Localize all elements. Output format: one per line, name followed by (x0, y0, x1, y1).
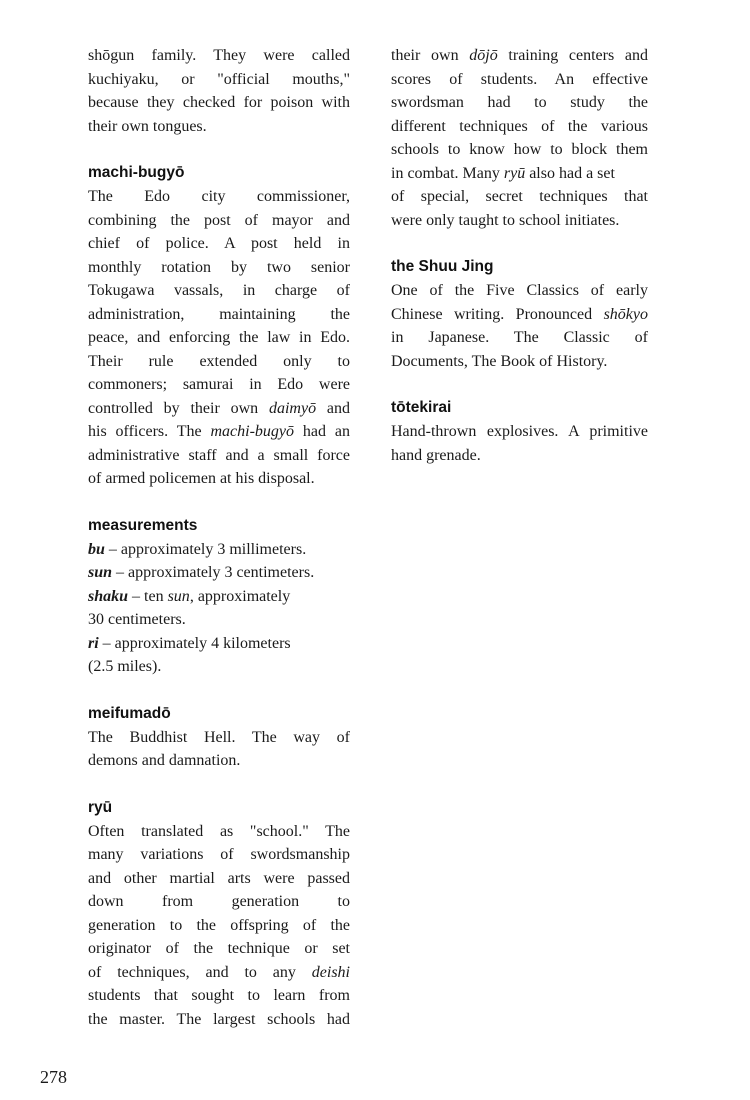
text-line (88, 420, 350, 444)
right-column (391, 44, 648, 467)
text-line: because they checked for poison with (88, 94, 350, 111)
text-fragment: – approximately 4 kilometers (98, 634, 291, 652)
text-line: administration, maintaining the (88, 305, 350, 323)
entry-term: the Shuu Jing (391, 258, 494, 275)
text-line (391, 44, 648, 68)
text-fragment: in combat. (391, 164, 459, 182)
entry-ryu-continuation (391, 44, 648, 232)
text-line: were only taught to school initiates. (391, 211, 620, 229)
italic-term: shōkyo (603, 305, 648, 323)
unit-name: ri (88, 634, 99, 652)
text-fragment: and (316, 399, 350, 417)
unit-name: shaku (88, 587, 129, 605)
italic-term: ryū (503, 164, 526, 182)
text-line: The Buddhist Hell. The way of (88, 728, 350, 746)
text-fragment: – approximately 3 centimeters. (112, 564, 315, 581)
entry-machi-bugyo (88, 161, 350, 491)
text-fragment: their own (391, 47, 470, 64)
text-line (88, 585, 350, 609)
entry-shuu-jing (391, 255, 648, 373)
text-line: combining the post of mayor and (88, 211, 350, 229)
text-line: schools to know how to block them (391, 141, 648, 158)
text-line: Documents, The Book of History. (391, 352, 608, 370)
text-line: 30 centimeters. (88, 611, 186, 628)
text-line: many variations of swordsmanship (88, 846, 350, 863)
text-fragment: Many (462, 164, 504, 182)
italic-term: sun (167, 587, 190, 605)
entry-term: tōtekirai (391, 399, 452, 416)
text-line (88, 961, 350, 985)
text-line: administrative staff and a small force (88, 446, 350, 464)
text-line (88, 538, 350, 562)
text-line (88, 561, 350, 585)
text-line (391, 162, 648, 186)
text-line: of special, secret techniques that (391, 188, 648, 205)
text-line: swordsman had to study the (391, 94, 648, 111)
entry-meifumado (88, 702, 350, 773)
text-fragment: – approximately 3 millimeters. (104, 540, 307, 558)
text-line: commoners; samurai in Edo were (88, 376, 350, 393)
text-fragment: of techniques, and to any (88, 963, 312, 981)
entry-measurements (88, 514, 350, 679)
text-line: generation to the offspring of the (88, 916, 350, 934)
text-fragment: his officers. The (88, 423, 211, 440)
entry-term: ryū (88, 798, 113, 816)
text-line: Tokugawa vassals, in charge of (88, 282, 350, 299)
entry-term: measurements (88, 516, 198, 534)
text-line: kuchiyaku, or "official mouths," (88, 70, 350, 88)
text-line: chief of police. A post held in (88, 235, 350, 252)
text-line: and other martial arts were passed (88, 869, 350, 887)
text-line: demons and damnation. (88, 752, 241, 769)
text-fragment: had an (294, 423, 351, 440)
text-line: The Edo city commissioner, (88, 188, 350, 205)
text-line: Often translated as "school." The (88, 822, 350, 840)
text-fragment: – ten (128, 587, 168, 605)
left-column (88, 44, 350, 1031)
unit-name: bu (88, 540, 105, 558)
italic-term: dōjō (469, 47, 498, 64)
text-line: scores of students. An effective (391, 70, 648, 88)
entry-ryu (88, 796, 350, 1032)
text-fragment: , approximately (189, 587, 291, 605)
text-fragment: also had a set (525, 164, 615, 182)
text-line: Their rule extended only to (88, 352, 350, 370)
text-line: hand grenade. (391, 446, 481, 464)
text-line: Hand-thrown explosives. A primitive (391, 423, 648, 440)
entry-term: machi-bugyō (88, 164, 185, 181)
italic-term: deishi (311, 963, 350, 981)
text-line: the master. The largest schools had (88, 1010, 350, 1028)
text-line (88, 632, 350, 656)
entry-continuation (88, 44, 350, 138)
text-line: of armed policemen at his disposal. (88, 470, 315, 487)
entry-term: meifumadō (88, 704, 171, 722)
italic-term: daimyō (268, 399, 317, 417)
unit-name: sun (88, 564, 113, 581)
text-line: peace, and enforcing the law in Edo. (88, 329, 350, 346)
text-line: shōgun family. They were called (88, 47, 350, 64)
text-fragment: Chinese writing. Pronounced (391, 305, 604, 323)
text-line (391, 303, 648, 327)
entry-totekirai (391, 396, 648, 467)
text-fragment: training centers and (497, 47, 649, 64)
text-line: students that sought to learn from (88, 987, 350, 1004)
page-number: 278 (40, 1067, 67, 1087)
text-line: One of the Five Classics of early (391, 282, 648, 299)
italic-term: machi-bugyō (210, 423, 295, 440)
text-line: originator of the technique or set (88, 940, 350, 957)
text-line: in Japanese. The Classic of (391, 329, 648, 346)
text-line: (2.5 miles). (88, 658, 162, 675)
text-line: down from generation to (88, 893, 350, 910)
text-fragment: controlled by their own (88, 399, 269, 417)
text-line (88, 397, 350, 421)
text-line: different techniques of the various (391, 117, 648, 135)
text-line: monthly rotation by two senior (88, 258, 350, 276)
text-line: their own tongues. (88, 117, 207, 135)
